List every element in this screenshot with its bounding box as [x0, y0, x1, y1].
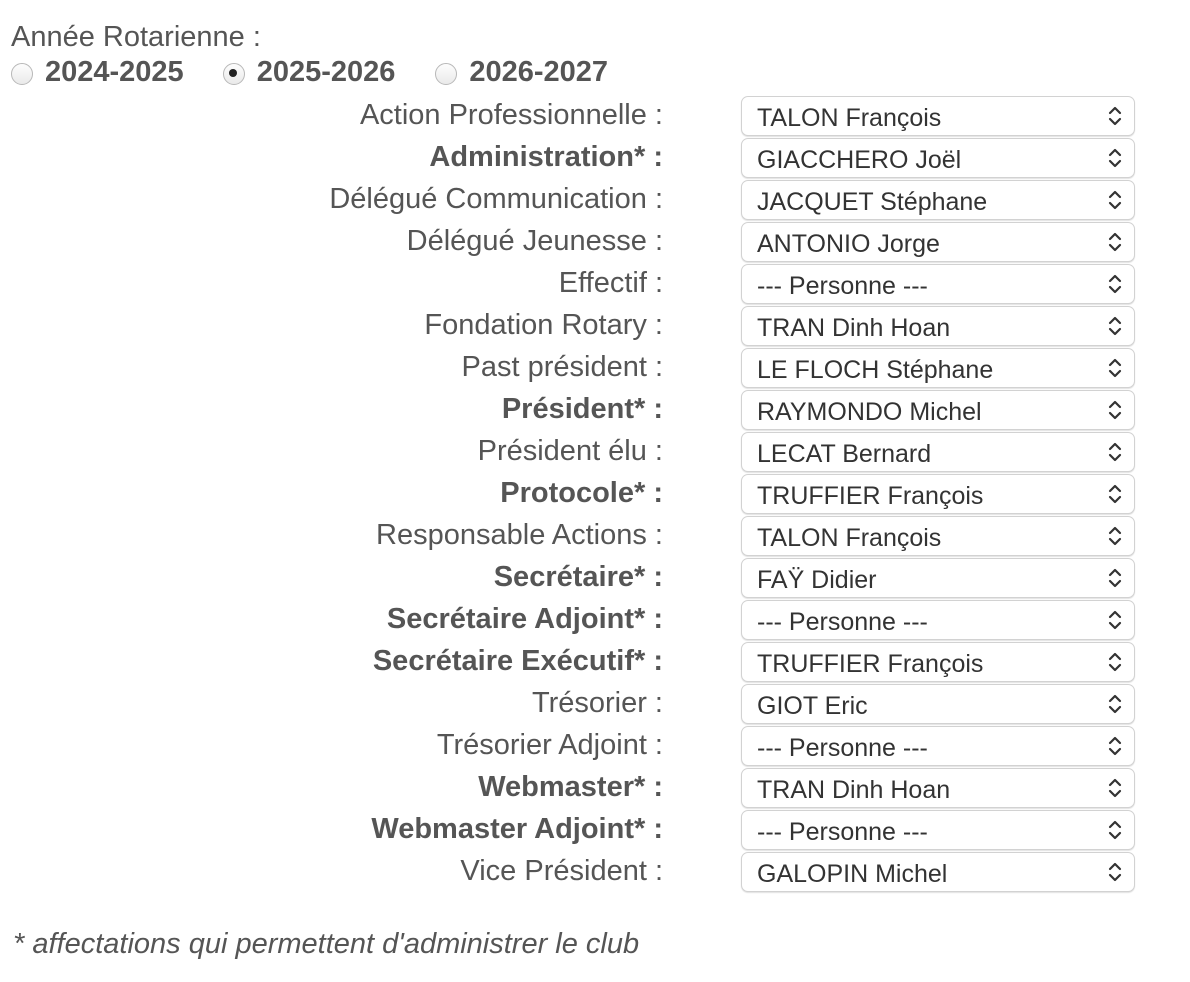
chevron-up-down-icon: [1108, 776, 1122, 800]
select-value: TALON François: [757, 524, 942, 552]
role-label: Trésorier :: [531, 687, 663, 719]
year-radio-2024-2025[interactable]: [11, 63, 33, 85]
chevron-up-down-icon: [1108, 272, 1122, 296]
role-row-president-elu: [0, 431, 1190, 473]
role-label: Délégué Jeunesse :: [406, 225, 663, 257]
role-label: Past président :: [461, 351, 663, 383]
year-option-2025-2026[interactable]: [223, 56, 396, 89]
chevron-up-down-icon: [1108, 104, 1122, 128]
year-option-label: 2026-2027: [469, 55, 609, 88]
chevron-up-down-icon: [1108, 482, 1122, 506]
year-option-2024-2025[interactable]: [11, 56, 184, 89]
role-label: Webmaster Adjoint* :: [371, 813, 663, 845]
role-row-vice-president: [0, 851, 1190, 893]
role-row-secretaire-executif: [0, 641, 1190, 683]
role-label: Secrétaire* :: [493, 561, 663, 593]
role-select-action-professionnelle[interactable]: [741, 96, 1135, 136]
role-label: Délégué Communication :: [329, 183, 663, 215]
chevron-up-down-icon: [1108, 356, 1122, 380]
role-select-secretaire-executif[interactable]: [741, 642, 1135, 682]
select-value: RAYMONDO Michel: [757, 398, 982, 426]
role-list: [0, 95, 1190, 893]
role-select-president[interactable]: [741, 390, 1135, 430]
select-value: TRUFFIER François: [757, 650, 984, 678]
role-label: Protocole* :: [500, 477, 663, 509]
year-radio-group: [11, 54, 608, 90]
select-value: JACQUET Stéphane: [757, 188, 988, 216]
chevron-up-down-icon: [1108, 440, 1122, 464]
role-select-responsable-actions[interactable]: [741, 516, 1135, 556]
role-row-action-professionnelle: [0, 95, 1190, 137]
role-row-webmaster-adjoint: [0, 809, 1190, 851]
select-value: TALON François: [757, 104, 942, 132]
chevron-up-down-icon: [1108, 314, 1122, 338]
select-value: --- Personne ---: [757, 734, 928, 762]
role-label: Administration* :: [429, 141, 663, 173]
year-section-title: Année Rotarienne :: [11, 21, 261, 53]
role-select-tresorier-adjoint[interactable]: [741, 726, 1135, 766]
role-select-administration[interactable]: [741, 138, 1135, 178]
role-label: Responsable Actions :: [376, 519, 663, 551]
role-select-secretaire[interactable]: [741, 558, 1135, 598]
role-label: Secrétaire Adjoint* :: [386, 603, 663, 635]
role-row-tresorier: [0, 683, 1190, 725]
chevron-up-down-icon: [1108, 524, 1122, 548]
role-row-protocole: [0, 473, 1190, 515]
role-select-president-elu[interactable]: [741, 432, 1135, 472]
role-row-delegue-communication: [0, 179, 1190, 221]
select-value: LE FLOCH Stéphane: [757, 356, 994, 384]
role-select-delegue-jeunesse[interactable]: [741, 222, 1135, 262]
select-value: FAŸ Didier: [757, 566, 877, 594]
role-row-delegue-jeunesse: [0, 221, 1190, 263]
chevron-up-down-icon: [1108, 860, 1122, 884]
role-select-protocole[interactable]: [741, 474, 1135, 514]
role-row-fondation-rotary: [0, 305, 1190, 347]
role-row-secretaire: [0, 557, 1190, 599]
role-label: Effectif :: [558, 267, 663, 299]
role-row-tresorier-adjoint: [0, 725, 1190, 767]
select-value: GALOPIN Michel: [757, 860, 948, 888]
select-value: TRAN Dinh Hoan: [757, 314, 951, 342]
role-label: Fondation Rotary :: [424, 309, 663, 341]
role-select-delegue-communication[interactable]: [741, 180, 1135, 220]
role-label: Président* :: [501, 393, 663, 425]
select-value: ANTONIO Jorge: [757, 230, 940, 258]
role-label: Trésorier Adjoint :: [436, 729, 663, 761]
role-select-effectif[interactable]: [741, 264, 1135, 304]
chevron-up-down-icon: [1108, 230, 1122, 254]
role-row-responsable-actions: [0, 515, 1190, 557]
chevron-up-down-icon: [1108, 566, 1122, 590]
select-value: TRAN Dinh Hoan: [757, 776, 951, 804]
year-radio-2026-2027[interactable]: [435, 63, 457, 85]
year-option-label: 2025-2026: [256, 55, 396, 88]
role-row-webmaster: [0, 767, 1190, 809]
footnote: * affectations qui permettent d'administrer le club: [13, 928, 640, 960]
year-radio-2025-2026[interactable]: [223, 63, 245, 85]
select-value: --- Personne ---: [757, 272, 928, 300]
role-row-secretaire-adjoint: [0, 599, 1190, 641]
chevron-up-down-icon: [1108, 608, 1122, 632]
role-label: Webmaster* :: [478, 771, 663, 803]
role-row-president: [0, 389, 1190, 431]
chevron-up-down-icon: [1108, 692, 1122, 716]
select-value: LECAT Bernard: [757, 440, 932, 468]
select-value: TRUFFIER François: [757, 482, 984, 510]
role-select-webmaster-adjoint[interactable]: [741, 810, 1135, 850]
role-select-fondation-rotary[interactable]: [741, 306, 1135, 346]
select-value: GIOT Eric: [757, 692, 868, 720]
chevron-up-down-icon: [1108, 188, 1122, 212]
role-row-administration: [0, 137, 1190, 179]
role-row-past-president: [0, 347, 1190, 389]
select-value: GIACCHERO Joël: [757, 146, 962, 174]
chevron-up-down-icon: [1108, 818, 1122, 842]
role-label: Vice Président :: [460, 855, 663, 887]
role-label: Action Professionnelle :: [359, 99, 663, 131]
role-label: Secrétaire Exécutif* :: [372, 645, 663, 677]
chevron-up-down-icon: [1108, 734, 1122, 758]
select-value: --- Personne ---: [757, 608, 928, 636]
role-select-vice-president[interactable]: [741, 852, 1135, 892]
role-select-secretaire-adjoint[interactable]: [741, 600, 1135, 640]
role-label: Président élu :: [477, 435, 663, 467]
year-option-label: 2024-2025: [45, 55, 184, 88]
select-value: --- Personne ---: [757, 818, 928, 846]
chevron-up-down-icon: [1108, 146, 1122, 170]
role-select-past-president[interactable]: [741, 348, 1135, 388]
role-select-webmaster[interactable]: [741, 768, 1135, 808]
year-option-2026-2027[interactable]: [435, 56, 608, 89]
chevron-up-down-icon: [1108, 650, 1122, 674]
role-row-effectif: [0, 263, 1190, 305]
role-select-tresorier[interactable]: [741, 684, 1135, 724]
chevron-up-down-icon: [1108, 398, 1122, 422]
